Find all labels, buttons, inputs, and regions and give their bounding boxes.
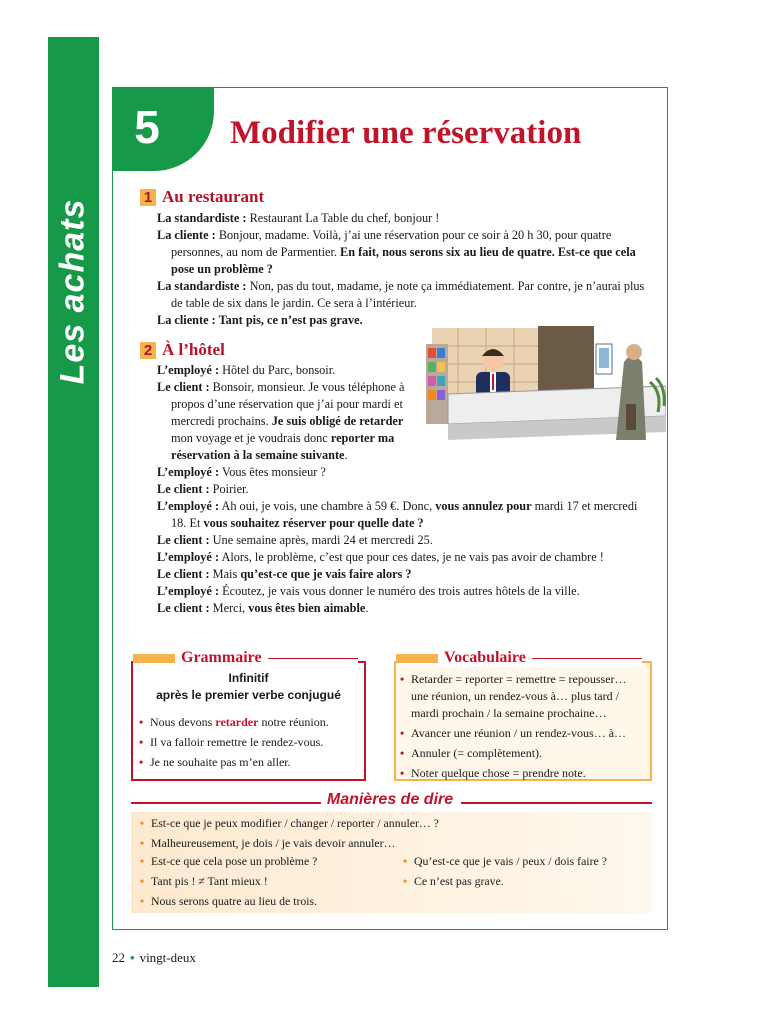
dialogue-line <box>157 481 652 498</box>
key-phrase: En fait, nous serons six au lieu de quatre. Est-ce que cela pose un problème ? <box>171 245 636 276</box>
highlighted-verb: retarder <box>215 715 259 729</box>
page-title: Modifier une réservation <box>230 115 582 151</box>
grammaire-label <box>133 649 358 667</box>
dialogue-text: Ah oui, je vois, une chambre à 59 €. Donc, <box>219 499 436 513</box>
speaker-name: La standardiste : <box>157 211 247 225</box>
speaker-name: Le client : <box>157 482 210 496</box>
vocabulaire-item: • Annuler (= complètement). <box>400 745 646 762</box>
dialogue-text: Restaurant La Table du chef, bonjour ! <box>246 211 440 225</box>
dialogue-text: Vous êtes monsieur ? <box>219 465 326 479</box>
dialogue-text: mardi 17 et mercredi 18. Et <box>171 499 638 530</box>
section-heading-restaurant <box>140 187 264 207</box>
vocabulaire-item: • Noter quelque chose = prendre note. <box>400 765 646 782</box>
manieres-heading <box>131 791 652 810</box>
key-phrase: vous êtes bien aimable <box>248 601 366 615</box>
page-footer <box>112 950 196 966</box>
dialogue-text: Hôtel du Parc, bonsoir. <box>219 363 336 377</box>
dialogue-line <box>157 464 652 481</box>
manieres-list <box>140 815 640 855</box>
grammaire-example <box>139 714 361 731</box>
section-number: 1 <box>140 189 156 206</box>
speaker-name: Le client : <box>157 567 210 581</box>
dialogue-line <box>157 498 652 532</box>
vocabulaire-item: • Avancer une réunion / un rendez-vous… à… <box>400 725 646 742</box>
speaker-name: La cliente : <box>157 228 216 242</box>
key-phrase: reporter ma réservation à la semaine suivante <box>171 431 395 462</box>
vocabulaire-label <box>396 649 642 667</box>
footer-dot: • <box>130 950 135 965</box>
page-number: 22 <box>112 950 125 965</box>
manieres-item: • Ce n’est pas grave. <box>403 873 643 890</box>
speaker-name: La cliente : <box>157 313 216 327</box>
dialogue-line <box>157 278 647 312</box>
label-bar <box>133 654 175 663</box>
dialogue-text: Bonjour, madame. Voilà, j’ai une réservation pour ce soir à 20 h 30, pour quatre personnes, au nom de Parmentier. <box>171 228 612 259</box>
grammaire-subtitle-2: après le premier verbe conjugué <box>156 688 341 702</box>
section-heading-hotel <box>140 340 225 360</box>
dialogue-text: . <box>344 448 348 462</box>
dialogue-text: Mais <box>209 567 241 581</box>
example-text: Nous devons <box>150 715 216 729</box>
speaker-name: L’employé : <box>157 363 220 377</box>
dialogue-text: Écoutez, je vais vous donner le numéro des trois autres hôtels de la ville. <box>219 584 580 598</box>
speaker-name: Le client : <box>157 601 210 615</box>
grammaire-list <box>139 714 361 774</box>
manieres-list-right <box>403 853 643 893</box>
page-number-word: vingt-deux <box>139 950 196 965</box>
dialogue-text: mon voyage et je voudrais donc <box>171 431 331 445</box>
manieres-item: • Malheureusement, je dois / je vais devoir annuler… <box>140 835 640 852</box>
dialogue-line <box>157 210 647 227</box>
side-band <box>48 37 99 987</box>
dialogue-line <box>157 566 652 583</box>
dialogue-text: Bonsoir, monsieur. Je vous téléphone à propos d’une réservation que j’ai pour mardi et mercredi prochains. <box>171 380 405 428</box>
speaker-name: Le client : <box>157 380 210 394</box>
example-text: Il va falloir remettre le rendez-vous. <box>150 735 324 749</box>
dialogue-text: . <box>365 601 369 615</box>
vocabulaire-title: Vocabulaire <box>444 649 526 666</box>
section-title: Au restaurant <box>162 187 265 206</box>
hotel-dialogue-part2 <box>157 464 652 617</box>
manieres-item: • Nous serons quatre au lieu de trois. <box>140 893 390 910</box>
grammaire-subtitle-1: Infinitif <box>228 671 269 685</box>
dialogue-text: Merci, <box>209 601 249 615</box>
hotel-reception-illustration <box>418 322 666 446</box>
vocabulaire-item: • Retarder = reporter = remettre = repousser… une réunion, un rendez-vous à… plus tard / mardi prochain / la semaine prochaine… <box>400 671 646 722</box>
dialogue-line <box>157 583 652 600</box>
dialogue-line <box>157 532 652 549</box>
manieres-list-left <box>140 853 390 913</box>
manieres-item: • Qu’est-ce que je vais / peux / dois faire ? <box>403 853 643 870</box>
dialogue-text: Non, pas du tout, madame, je note ça immédiatement. Par contre, je n’aurai plus de table de six dans le jardin. Ce sera à l’intérieur. <box>171 279 645 310</box>
manieres-item: • Est-ce que je peux modifier / changer / reporter / annuler… ? <box>140 815 640 832</box>
speaker-name: Le client : <box>157 533 210 547</box>
grammaire-title: Grammaire <box>181 649 262 666</box>
grammaire-example <box>139 734 361 751</box>
manieres-title: Manières de dire <box>326 791 454 808</box>
speaker-name: La standardiste : <box>157 279 247 293</box>
speaker-name: L’employé : <box>157 499 220 513</box>
dialogue-line <box>157 379 412 464</box>
dialogue-text: Poirier. <box>209 482 249 496</box>
key-phrase: Tant pis, ce n’est pas grave. <box>215 313 363 327</box>
restaurant-dialogue <box>157 210 647 329</box>
speaker-name: L’employé : <box>157 465 220 479</box>
key-phrase: Je suis obligé de retarder <box>271 414 404 428</box>
grammaire-example <box>139 754 361 771</box>
manieres-item: • Tant pis ! ≠ Tant mieux ! <box>140 873 390 890</box>
section-number: 2 <box>140 342 156 359</box>
speaker-name: L’employé : <box>157 550 220 564</box>
key-phrase: vous annulez pour <box>435 499 532 513</box>
dialogue-line <box>157 549 652 566</box>
key-phrase: qu’est-ce que je vais faire alors ? <box>240 567 412 581</box>
example-text: notre réunion. <box>258 715 329 729</box>
hotel-dialogue-part1 <box>157 362 412 464</box>
label-line <box>532 658 642 659</box>
chapter-title: Les achats <box>53 198 92 385</box>
dialogue-line <box>157 227 647 278</box>
speaker-name: L’employé : <box>157 584 220 598</box>
dialogue-line <box>157 600 652 617</box>
dialogue-text: Une semaine après, mardi 24 et mercredi 25. <box>209 533 433 547</box>
example-text: Je ne souhaite pas m’en aller. <box>150 755 291 769</box>
dialogue-text: Alors, le problème, c’est que pour ces dates, je ne vais pas avoir de chambre ! <box>219 550 604 564</box>
label-line <box>268 658 358 659</box>
heading-line <box>131 802 321 804</box>
label-bar <box>396 654 438 663</box>
lesson-number: 5 <box>134 101 160 153</box>
heading-line <box>461 802 652 804</box>
key-phrase: vous souhaitez réserver pour quelle date ? <box>203 516 424 530</box>
manieres-item: • Est-ce que cela pose un problème ? <box>140 853 390 870</box>
vocabulaire-list <box>400 671 646 785</box>
dialogue-line <box>157 362 412 379</box>
section-title: À l’hôtel <box>162 340 225 359</box>
